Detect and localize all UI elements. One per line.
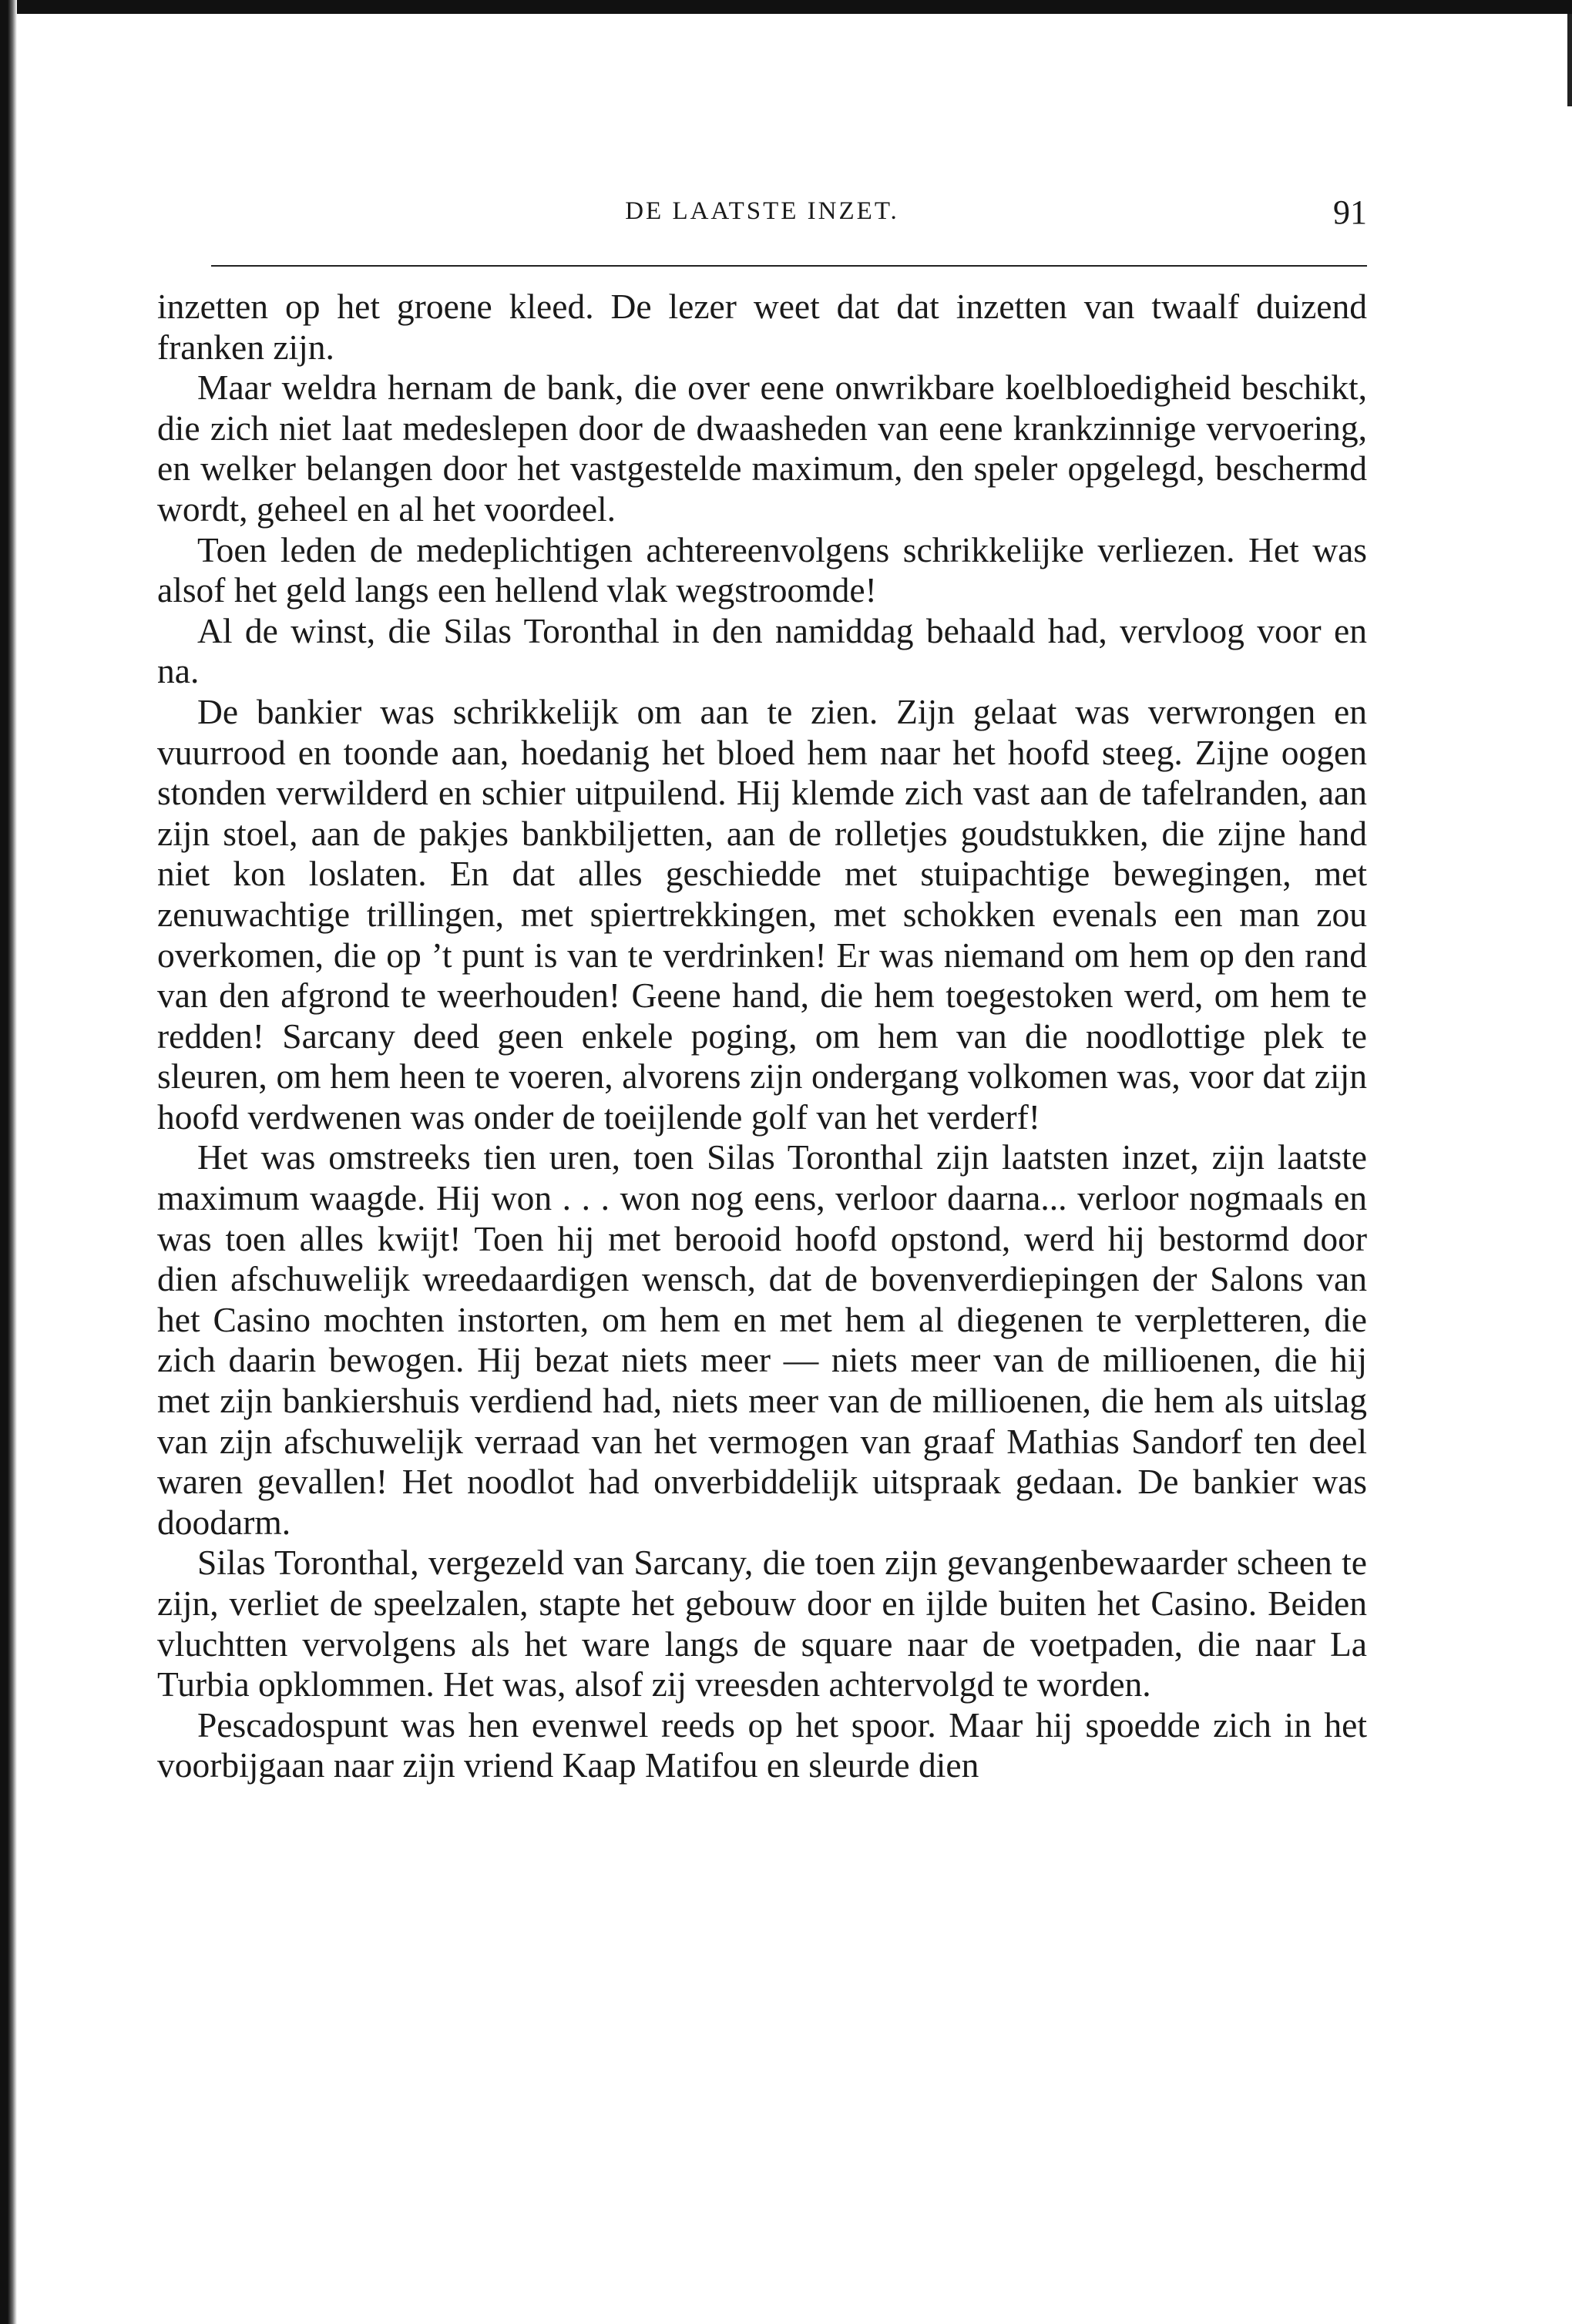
page-number: 91 [1333, 193, 1367, 231]
header-rule [211, 265, 1367, 267]
paragraph: Het was omstreeks tien uren, toen Silas Toronthal zijn laatsten inzet, zijn laatste maximum waagde. Hij won . . . won nog eens, verloor daarna... verloor nogmaals en was toen alles kwijt! Toen hij met berooid hoofd opstond, werd hij bestormd door dien afschuwelijk wreedaardigen wensch, dat de bovenverdiepingen der Salons van het Casino mochten instorten, om hem en met hem al diegenen te verpletteren, die zich daarin bewogen. Hij bezat niets meer — niets meer van de millioenen, die hij met zijn bankiershuis verdiend had, niets meer van de millioenen, die hem als uitslag van zijn afschuwelijk verraad van het vermogen van graaf Mathias Sandorf ten deel waren gevallen! Het noodlot had onverbiddelijk uitspraak gedaan. De bankier was doodarm. [157, 1137, 1367, 1542]
paragraph: De bankier was schrikkelijk om aan te zien. Zijn gelaat was verwrongen en vuurrood en toonde aan, hoedanig het bloed hem naar het hoofd steeg. Zijne oogen stonden verwilderd en schier uitpuilend. Hij klemde zich vast aan de tafelranden, aan zijn stoel, aan de pakjes bankbiljetten, aan de rolletjes goudstukken, die zijne hand niet kon loslaten. En dat alles geschiedde met stuipachtige bewegingen, met zenuwachtige trillingen, met spiertrekkingen, met schokken evenals een man zou overkomen, die op ’t punt is van te verdrinken! Er was niemand om hem op den rand van den afgrond te weerhouden! Geene hand, die hem toegestoken werd, om hem te redden! Sarcany deed geen enkele poging, om hem van die noodlottige plek te sleuren, om hem heen te voeren, alvorens zijn ondergang volkomen was, voor dat zijn hoofd verdwenen was onder de toeijlende golf van het verderf! [157, 691, 1367, 1137]
scan-border-top [0, 0, 1572, 14]
paragraph-continuation: inzetten op het groene kleed. De lezer weet dat dat inzetten van twaalf duizend franken zijn. [157, 287, 1367, 367]
body-text [157, 287, 1367, 1786]
paragraph: Silas Toronthal, vergezeld van Sarcany, die toen zijn gevangenbewaarder scheen te zijn, verliet de speelzalen, stapte het gebouw door en ijlde buiten het Casino. Beiden vluchtten vervolgens als het ware langs de square naar de voetpaden, die naar La Turbia opklommen. Het was, alsof zij vreesden achtervolgd te worden. [157, 1543, 1367, 1704]
paragraph: Al de winst, die Silas Toronthal in den namiddag behaald had, vervloog voor en na. [157, 610, 1367, 691]
paragraph: Pescadospunt was hen evenwel reeds op het spoor. Maar hij spoedde zich in het voorbijgaan naar zijn vriend Kaap Matifou en sleurde dien [157, 1704, 1367, 1785]
running-title: DE LAATSTE INZET. [625, 197, 899, 225]
paragraph: Toen leden de medeplichtigen achtereenvolgens schrikkelijke verliezen. Het was alsof het geld langs een hellend vlak wegstroomde! [157, 529, 1367, 610]
running-head [157, 193, 1367, 239]
paragraph: Maar weldra hernam de bank, die over eene onwrikbare koelbloedigheid beschikt, die zich niet laat medeslepen door de dwaasheden van eene krankzinnige vervoering, en welker belangen door het vastgestelde maximum, den speler opgelegd, beschermd wordt, geheel en al het voordeel. [157, 368, 1367, 529]
scan-border-left [0, 0, 17, 2324]
scan-border-right [1567, 14, 1572, 106]
book-page [157, 193, 1367, 1786]
